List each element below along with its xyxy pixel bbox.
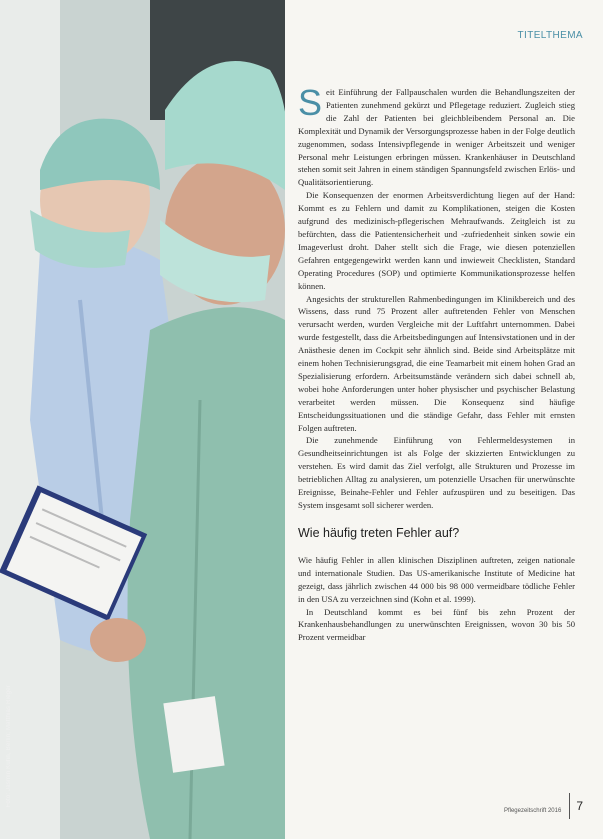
page-number: 7 <box>576 799 583 813</box>
cover-photo-surgical-staff <box>0 0 285 839</box>
article-paragraph: Wie häufig Fehler in allen klinischen Disziplinen auftreten, zeigen nationale und internationale Studien. Das US-amerikanische Institute of Medicine hat gezeigt, dass jährlich zwischen 44 000 bis 98 000 vermeidbare tödliche Fehler in den USA zu verzeichnen sind (Kohn et al. 1999). <box>298 554 575 604</box>
photo-credit: Foto: Jasmin Kuhn, Berlin; Matthias Rieger <box>6 684 12 807</box>
section-subheading: Wie häufig treten Fehler auf? <box>298 525 460 540</box>
page-footer <box>504 793 583 819</box>
article-paragraph: Seit Einführung der Fallpauschalen wurden die Behandlungszeiten der Patienten zunehmend gekürzt und Pflegetage reduziert. Zugleich stieg die Zahl der Patienten bei gleichbleibendem Personal an. Die Komplexität und Dynamik der Versorgungsprozesse haben in der Folge deutlich zugenommen, sodass Intensivpflegende in weniger Arbeitszeit und weniger Personal mehr Leistungen erbringen müssen. Krankenhäuser in Deutschland stehen somit seit Jahren in einem ständigen Spannungsfeld zwischen Erlös- und Qualitätsorientierung. <box>298 82 575 188</box>
article-paragraph: Angesichts der strukturellen Rahmenbedingungen im Klinikbereich und des Wissens, dass rund 75 Prozent aller auftretenden Fehler von Menschen verursacht werden, wurden Vergleiche mit der Luftfahrt unternommen. Dabei wurde festgestellt, dass die Arbeitsbedingungen auf Intensivstationen und in der Anästhesie denen im Cockpit sehr ähnlich sind. Beide sind Arbeitsplätze mit einem hohen Technisierungsgrad, die eine Teamarbeit mit einem hohen Grad an Spezialisierung erfordern. Arbeitsumstände verändern sich dabei schnell ab, wobei hohe Anforderungen unter hoher physischer und psychischer Belastung verarbeitet werden müssen. Die Konsequenz sind häufige Entscheidungssituationen und die ständige Gefahr, dass Fehler mit ernsten Folgen auftreten. <box>298 293 575 433</box>
photo-illustration <box>0 0 285 839</box>
article-body <box>298 82 575 644</box>
article-paragraph: Die zunehmende Einführung von Fehlermeldesystemen in Gesundheitseinrichtungen ist als Folge der skizzierten Entwicklungen zu verstehen. Es wird damit das Ziel verfolgt, alle Strukturen und Prozesse im betrieblichen Alltag zu analysieren, um potenzielle Ursachen für unerwünschte Ereignisse, Beinahe-Fehler und Fehler aufzuspüren und zu beseitigen. Das System insgesamt soll sicherer werden. <box>298 435 575 510</box>
footer-divider <box>569 793 570 819</box>
journal-name: Pflegezeitschrift 2016 <box>503 808 562 814</box>
section-label: TITELTHEMA <box>517 30 583 41</box>
article-paragraph: In Deutschland kommt es bei fünf bis zehn Prozent der Krankenhausbehandlungen zu unerwünschten Ereignissen, wovon 30 bis 50 Prozent vermeidbar <box>298 606 575 643</box>
article-paragraph: Die Konsequenzen der enormen Arbeitsverdichtung liegen auf der Hand: Kommt es zu Fehlern und damit zu Komplikationen, steigen die Kosten aufgrund des medizinisch-pflegerischen Mehraufwands. Zeitgleich ist zu befürchten, dass die Patientensicherheit und -zufriedenheit sinken sowie ein Imageverlust droht. Daher stellt sich die Frage, wie diesen potenziellen Gefahren entgegengewirkt werden kann und inwieweit Checklisten, Standard Operating Procedures (SOP) und optimierte Kommunikationsprozesse helfen können. <box>298 190 575 291</box>
drop-cap: S <box>298 82 323 123</box>
